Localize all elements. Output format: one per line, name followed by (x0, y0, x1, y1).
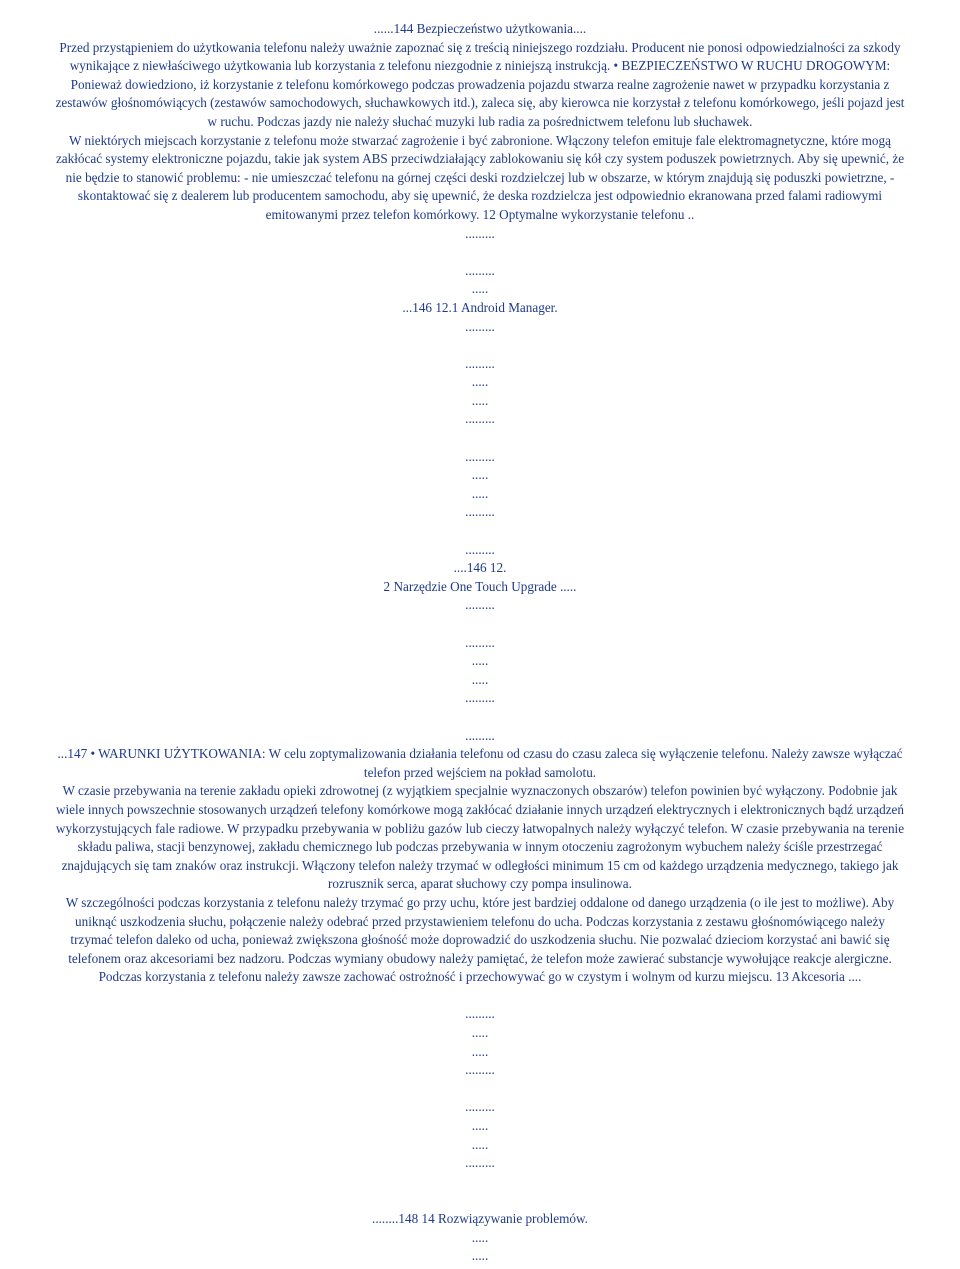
text-line: ..... (471, 1043, 489, 1059)
text-line: trzymać telefon daleko od ucha, ponieważ zwiększona głośność może doprowadzić do uszkodzenia słuchu. Nie pozwalać dzieciom korzystać ani bawić się (70, 932, 890, 948)
text-line: ......... (465, 1099, 495, 1115)
blank-line (2, 1173, 958, 1192)
text-line: Podczas korzystania z telefonu należy zawsze zachować ostrożność i przechowywać go w czystym i wolnym od kurzu miejscu. 13 Akcesoria .... (98, 969, 862, 985)
text-line: ..... (471, 1248, 489, 1264)
text-line: Ponieważ dowiedziono, iż korzystanie z telefonu komórkowego podczas prowadzenia pojazdu stwarza realne zagrożenie nawet w przypadku korzystania z (70, 76, 890, 92)
text-line: w ruchu. Podczas jazdy nie należy słuchać muzyki lub radia za pośrednictwem telefonu lub słuchawek. (207, 113, 753, 129)
blank-line (2, 708, 958, 727)
text-line: emitowanymi przez telefon komórkowy. 12 Optymalne wykorzystanie telefonu .. (265, 206, 695, 222)
text-line: ......... (465, 225, 495, 241)
text-line: W szczególności podczas korzystania z telefonu należy trzymać go przy uchu, które jest bardziej oddalone od danego urządzenia (o ile jest to możliwe). Aby (65, 894, 895, 910)
text-line: skontaktować się z dealerem lub producentem samochodu, aby się upewnić, że deska rozdzielcza jest odpowiednio ekranowana przed falami radiowymi (77, 188, 883, 204)
text-line: ..... (471, 467, 489, 483)
text-line: ......... (465, 727, 495, 743)
blank-line (2, 615, 958, 634)
blank-line (2, 336, 958, 355)
blank-line (2, 243, 958, 262)
text-line: wiele innych powszechnie stosowanych urządzeń telefony komórkowe mogą zakłócać działanie innych urządzeń elektrycznych i elektronicznych bądź urządzeń (55, 801, 905, 817)
text-line: ......... (465, 597, 495, 613)
text-line: ......... (465, 690, 495, 706)
text-line: ..... (471, 671, 489, 687)
text-line: nie będzie to stanowić problemu: - nie umieszczać telefonu na górnej części deski rozdzielczej lub w obszarze, w którym znajdują się poduszki powietrzne, - (65, 169, 895, 185)
text-line: ......... (465, 1155, 495, 1171)
text-line: zestawów głośnomówiących (zestawów samochodowych, słuchawkowych itd.), zaleca się, aby kierowca nie korzystał z telefonu komórkowego, jeśli pojazd jest (55, 95, 905, 111)
text-line: ......... (465, 541, 495, 557)
text-line: rozrusznik serca, aparat słuchowy czy pompa insulinowa. (328, 876, 632, 892)
text-line: uniknąć uszkodzenia słuchu, połączenie należy odebrać przed przystawieniem telefonu do ucha. Podczas korzystania z zestawu głośnomówiącego należy (75, 913, 885, 929)
blank-line (2, 987, 958, 1006)
text-line: W czasie przebywania na terenie zakładu opieki zdrowotnej (z wyjątkiem specjalnie wyznaczonych obszarów) telefon powinien być wyłączony. Podobnie jak (62, 783, 898, 799)
text-line: 2 Narzędzie One Touch Upgrade ..... (383, 578, 577, 594)
text-line: wykorzystujących fale radiowe. W przypadku przebywania w pobliżu gazów lub cieczy łatwopalnych należy wyłączyć telefon. W czasie przebywania na terenie (55, 820, 905, 836)
text-line: ......... (465, 1006, 495, 1022)
text-line: ........148 14 Rozwiązywanie problemów. (372, 1211, 588, 1226)
text-line: ...147 • WARUNKI UŻYTKOWANIA: W celu zoptymalizowania działania telefonu od czasu do czasu zaleca się wyłączenie telefonu. Należy zawsze wyłączać (57, 746, 903, 762)
text-line: ..... (471, 374, 489, 390)
text-line: ..... (471, 281, 489, 297)
text-line: ......... (465, 355, 495, 371)
text-line: ......... (465, 504, 495, 520)
text-line: telefonem oraz akcesoriami bez nadzoru. Podczas wymiany obudowy należy pamiętać, że telefon może zawierać substancje wywołujące reakcje alergiczne. (68, 950, 892, 966)
text-line: ..... (471, 1118, 489, 1134)
text-line: ......... (465, 411, 495, 427)
text-line: Przed przystąpieniem do użytkowania telefonu należy uważnie zapoznać się z treścią niniejszego rozdziału. Producent nie ponosi odpowiedzialności za szkody (59, 39, 901, 55)
text-line: ......... (465, 448, 495, 464)
text-line: ...146 12.1 Android Manager. (402, 299, 558, 315)
text-line: ..... (471, 1136, 489, 1152)
text-line: ..... (471, 1229, 489, 1245)
text-line: znajdujących się tam znaków oraz instrukcji. Włączony telefon należy trzymać w odległości minimum 15 cm od każdego urządzenia medycznego, takiego jak (61, 857, 899, 873)
text-line: wynikające z niewłaściwego użytkowania lub korzystania z telefonu niezgodnie z niniejszą instrukcją. • BEZPIECZEŃSTWO W RUCHU DROGOWYM: (69, 58, 891, 74)
text-line: ..... (471, 1025, 489, 1041)
text-line: ....146 12. (453, 560, 507, 576)
text-line: ..... (471, 485, 489, 501)
text-line: ..... (471, 392, 489, 408)
text-line: ......... (465, 262, 495, 278)
text-line: składu paliwa, stacji benzynowej, zakładu chemicznego lub podczas przebywania w innym otoczeniu zagrożonym wybuchem należy ściśle przestrzegać (77, 839, 883, 855)
text-line: zakłócać systemy elektroniczne pojazdu, takie jak system ABS przeciwdziałający zablokowaniu się kół czy system poduszek powietrznych. Aby się upewnić, że (55, 151, 905, 167)
text-line: ..... (471, 653, 489, 669)
text-line: ......144 Bezpieczeństwo użytkowania.... (373, 21, 587, 36)
text-line: ......... (465, 1062, 495, 1078)
blank-line (2, 1080, 958, 1099)
text-line: telefon przed wejściem na pokład samolotu. (363, 764, 597, 780)
blank-line (2, 522, 958, 541)
blank-line (2, 1191, 958, 1210)
blank-line (2, 429, 958, 448)
text-line: W niektórych miejscach korzystanie z telefonu może stwarzać zagrożenie i być zabronione. Włączony telefon emituje fale elektromagnetyczne, które mogą (69, 132, 891, 148)
text-line: ......... (465, 634, 495, 650)
text-line: ......... (465, 318, 495, 334)
